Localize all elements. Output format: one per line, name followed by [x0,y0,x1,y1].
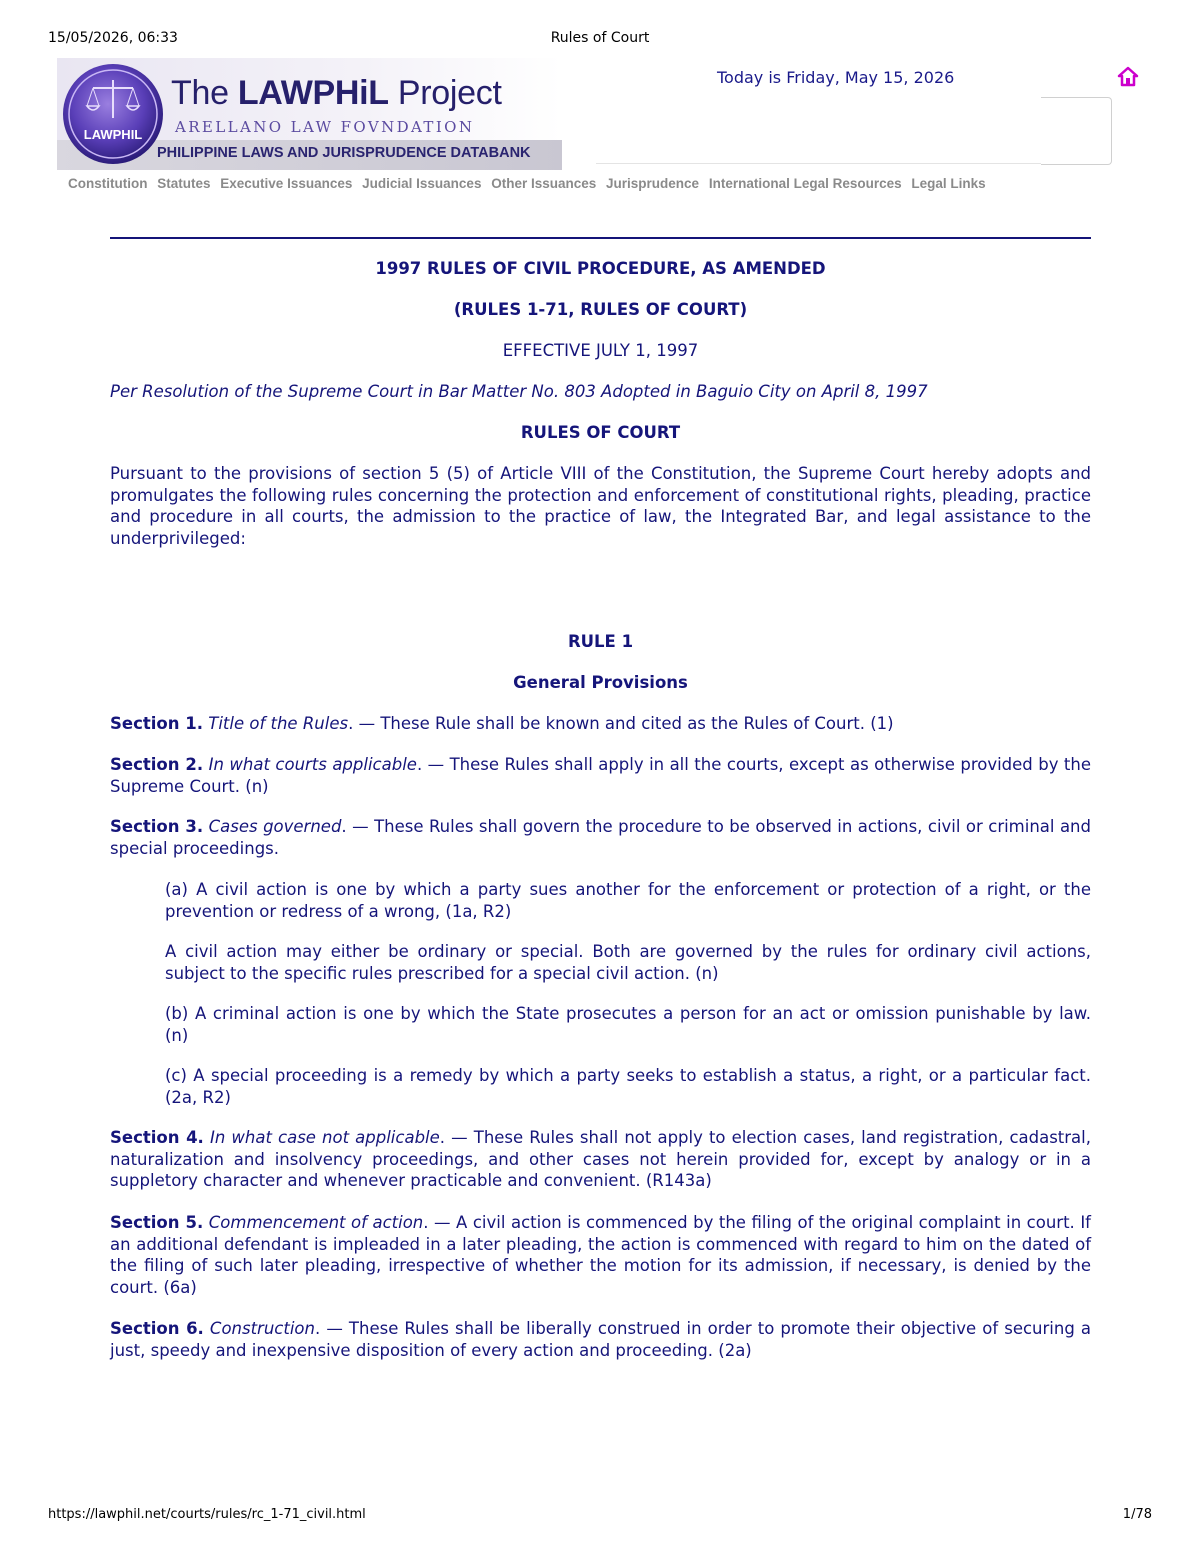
seal-text: LAWPHIL [83,127,143,142]
document-body [110,258,1091,1380]
nav-legal-links[interactable]: Legal Links [911,176,986,191]
doc-preamble: Pursuant to the provisions of section 5 (5) of Article VIII of the Constitution, the Supreme Court hereby adopts and promulgates the following rules concerning the protection and enforcement of constitutional rights, pleading, practice and procedure in all courts, the admission to the practice of law, the Integrated Bar, and legal assistance to the underprivileged: [110,464,1091,548]
print-page-number: 1/78 [1122,1507,1152,1522]
banner-strip-text: PHILIPPINE LAWS AND JURISPRUDENCE DATABANK [157,145,531,161]
section-3: Section 3. Cases governed. — These Rules shall govern the procedure to be observed in actions, civil or criminal and special proceedings. [110,817,1091,858]
doc-resolution: Per Resolution of the Supreme Court in Bar Matter No. 803 Adopted in Baguio City on April 8, 1997 [110,382,928,401]
lawphil-banner-logo[interactable] [57,58,562,170]
print-page-title: Rules of Court [550,30,650,46]
print-url: https://lawphil.net/courts/rules/rc_1-71_civil.html [48,1507,366,1522]
section-1: Section 1. Title of the Rules. — These Rule shall be known and cited as the Rules of Court. (1) [110,714,894,733]
banner-subtitle: ARELLANO LAW FOVNDATION [175,118,475,136]
search-box[interactable] [1041,97,1112,165]
nav-international-legal-resources[interactable]: International Legal Resources [708,176,902,191]
section-2: Section 2. In what courts applicable. — These Rules shall apply in all the courts, except as otherwise provided by the Supreme Court. (n) [110,755,1091,796]
main-nav [68,176,992,191]
print-datetime: 15/05/2026, 06:33 [48,30,178,46]
section-5: Section 5. Commencement of action. — A civil action is commenced by the filing of the original complaint in court. If an additional defendant is impleaded in a later pleading, the action is commenced with regard to him on the dated of the filing of such later pleading, irrespective of whether the motion for its admission, if necessary, is denied by the court. (6a) [110,1213,1091,1297]
today-date: Today is Friday, May 15, 2026 [717,68,955,87]
nav-judicial-issuances[interactable]: Judicial Issuances [362,176,482,191]
doc-heading: RULES OF COURT [520,423,681,442]
nav-other-issuances[interactable]: Other Issuances [491,176,597,191]
nav-executive-issuances[interactable]: Executive Issuances [220,176,353,191]
nav-constitution[interactable]: Constitution [68,176,148,191]
home-icon[interactable] [1117,66,1139,88]
search-area-line [596,163,1041,164]
section-4: Section 4. In what case not applicable. — These Rules shall not apply to election cases, land registration, cadastral, naturalization and insolvency proceedings, and other cases not herein provided for, except by analogy or in a suppletory character and whenever practicable and convenient. (R143a) [110,1128,1091,1190]
rule-number: RULE 1 [567,632,634,651]
subitem-c: (c) A special proceeding is a remedy by which a party seeks to establish a status, a right, or a particular fact. (2a, R2) [165,1066,1091,1107]
print-footer [48,1507,1152,1525]
section-6: Section 6. Construction. — These Rules shall be liberally construed in order to promote their objective of securing a just, speedy and inexpensive disposition of every action and proceeding. (2a) [110,1319,1091,1360]
banner-title: The LAWPHiL Project [171,74,502,112]
doc-title: 1997 RULES OF CIVIL PROCEDURE, AS AMENDED [375,259,826,278]
subitem-a: (a) A civil action is one by which a party sues another for the enforcement or protection of a right, or the prevention or redress of a wrong, (1a, R2) [165,880,1091,921]
print-header [48,30,1152,48]
subitem-a-note: A civil action may either be ordinary or special. Both are governed by the rules for ordinary civil actions, subject to the specific rules prescribed for a special civil action. (n) [165,942,1091,983]
nav-jurisprudence[interactable]: Jurisprudence [606,176,700,191]
nav-statutes[interactable]: Statutes [157,176,211,191]
rule-title: General Provisions [513,673,688,692]
seal-icon [61,62,165,166]
doc-effective: EFFECTIVE JULY 1, 1997 [502,341,699,360]
header-divider [110,237,1091,239]
subitem-b: (b) A criminal action is one by which the State prosecutes a person for an act or omission punishable by law. (n) [165,1004,1091,1045]
doc-subtitle: (RULES 1-71, RULES OF COURT) [453,300,748,319]
